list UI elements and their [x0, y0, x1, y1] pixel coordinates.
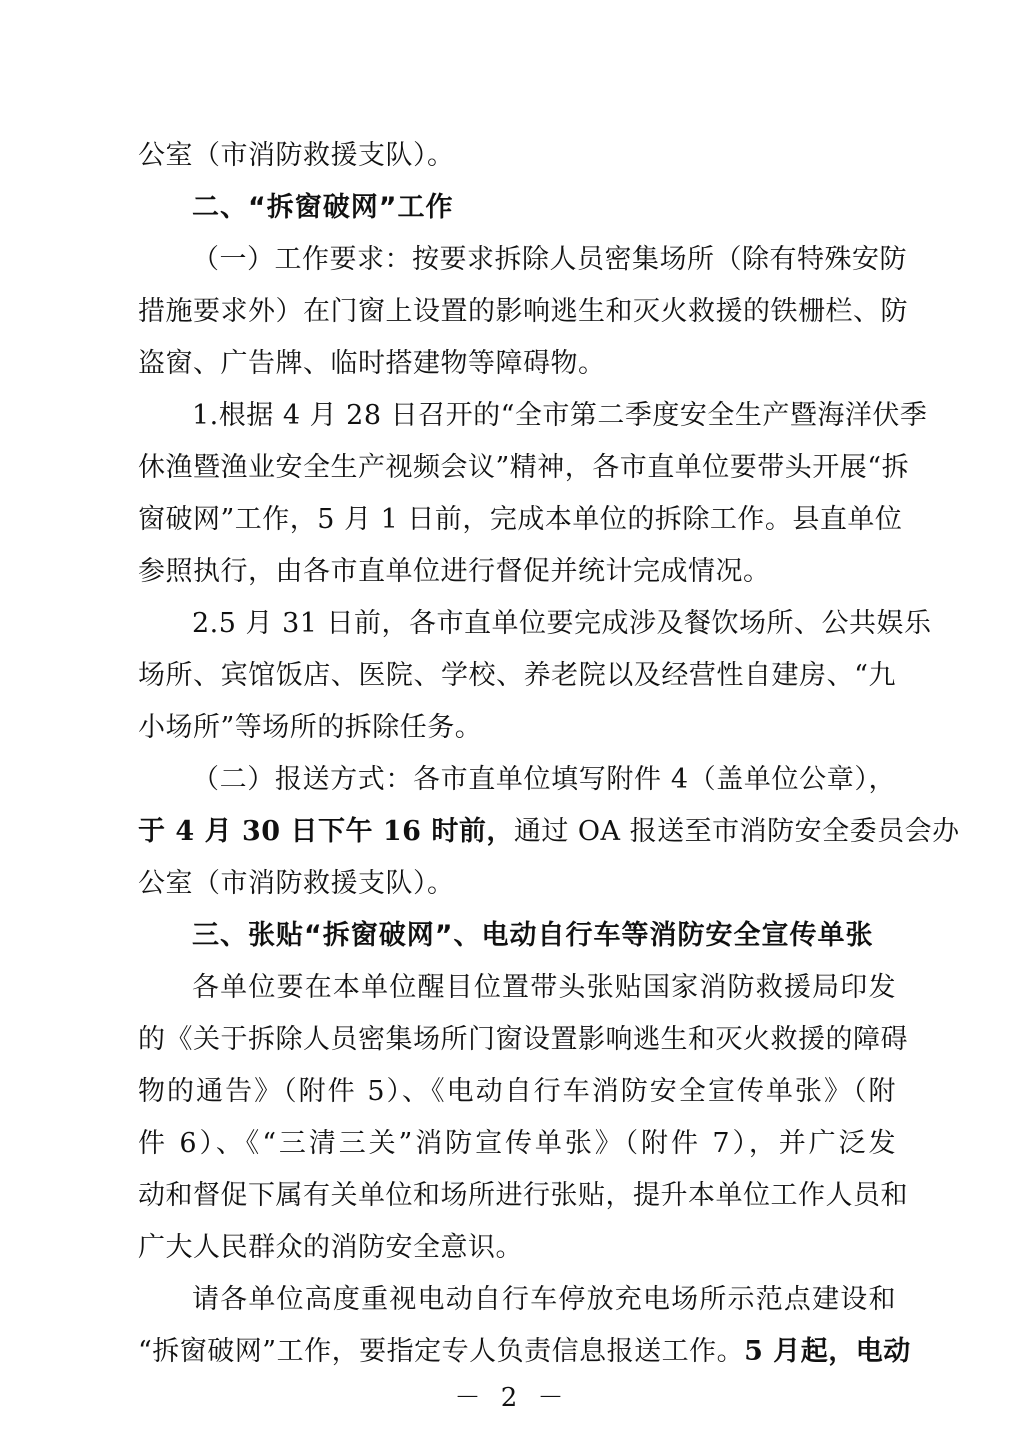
- paragraph-line: 广大人民群众的消防安全意识。: [138, 1232, 523, 1263]
- section-heading: 三、张贴“拆窗破网”、电动自行车等消防安全宣传单张: [192, 920, 874, 951]
- paragraph-line: （一）工作要求：按要求拆除人员密集场所（除有特殊安防: [192, 244, 907, 275]
- paragraph-text: 通过 OA 报送至市消防安全委员会办: [513, 816, 960, 847]
- paragraph-line: 公室（市消防救援支队）。: [138, 140, 455, 171]
- emphasis-text: 5 月起，电动: [744, 1336, 911, 1367]
- paragraph-line: 件 6）、《“三清三关”消防宣传单张》（附件 7），并广泛发: [138, 1128, 896, 1159]
- paragraph-line: 2.5 月 31 日前，各市直单位要完成涉及餐饮场所、公共娱乐: [192, 608, 932, 639]
- paragraph-line: 各单位要在本单位醒目位置带头张贴国家消防救援局印发: [192, 972, 896, 1003]
- paragraph-line: 盗窗、广告牌、临时搭建物等障碍物。: [138, 348, 606, 379]
- paragraph-line: 休渔暨渔业安全生产视频会议”精神，各市直单位要带头开展“拆: [138, 452, 910, 483]
- paragraph-line: 场所、宾馆饭店、医院、学校、养老院以及经营性自建房、“九: [138, 660, 896, 691]
- paragraph-line: （二）报送方式：各市直单位填写附件 4（盖单位公章），: [192, 764, 896, 795]
- deadline-text: 于 4 月 30 日下午 16 时前，: [138, 816, 514, 847]
- paragraph-line: 措施要求外）在门窗上设置的影响逃生和灭火救援的铁栅栏、防: [138, 296, 908, 327]
- paragraph-line: 1.根据 4 月 28 日召开的“全市第二季度安全生产暨海洋伏季: [192, 400, 928, 431]
- paragraph-line: 动和督促下属有关单位和场所进行张贴，提升本单位工作人员和: [138, 1180, 908, 1211]
- paragraph-line: [138, 806, 960, 858]
- paragraph-line: 物的通告》（附件 5）、《电动自行车消防安全宣传单张》（附: [138, 1076, 896, 1107]
- paragraph-line: 请各单位高度重视电动自行车停放充电场所示范点建设和: [192, 1284, 896, 1315]
- paragraph-line: 窗破网”工作，5 月 1 日前，完成本单位的拆除工作。县直单位: [138, 504, 903, 535]
- paragraph-text: “拆窗破网”工作，要指定专人负责信息报送工作。: [138, 1336, 745, 1367]
- paragraph-line: 公室（市消防救援支队）。: [138, 868, 455, 899]
- paragraph-line: 参照执行，由各市直单位进行督促并统计完成情况。: [138, 556, 771, 587]
- paragraph-line: 小场所”等场所的拆除任务。: [138, 712, 483, 743]
- paragraph-line: 的《关于拆除人员密集场所门窗设置影响逃生和灭火救援的障碍: [138, 1024, 908, 1055]
- section-heading: 二、“拆窗破网”工作: [192, 192, 454, 223]
- page-number: － 2 －: [454, 1383, 570, 1413]
- paragraph-line: [138, 1326, 911, 1378]
